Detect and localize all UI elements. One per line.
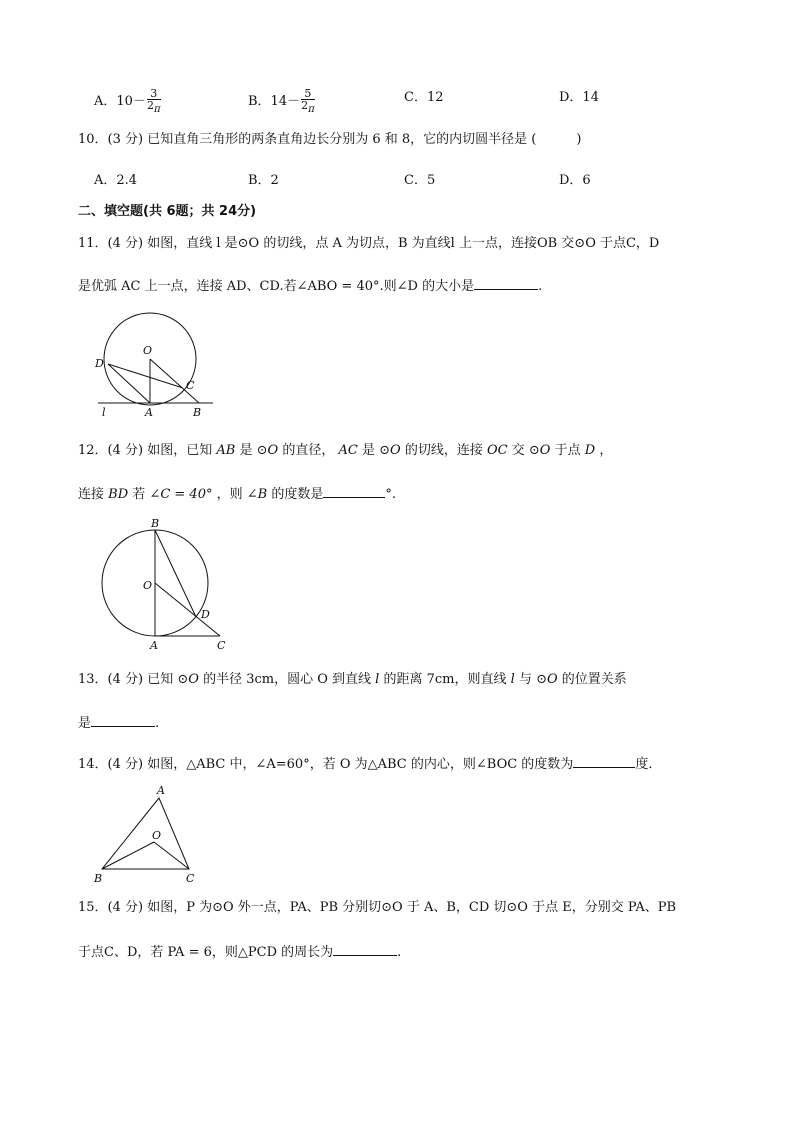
q12-figure (100, 517, 230, 652)
q10-close-paren: ) (576, 132, 582, 147)
fraction-numerator: 3 (147, 88, 161, 100)
q10-choice-c-text: C．5 (404, 173, 436, 188)
q12-label-c: C (217, 639, 226, 652)
section-heading: 二、填空题(共 6题；共 24分) (78, 204, 257, 219)
q10-text: 10．(3 分) 已知直角三角形的两条直角边长分别为 6 和 8，它的内切圆半径是 ( (78, 132, 537, 147)
q13-line2-end: . (155, 716, 160, 731)
answer-blank[interactable] (474, 277, 538, 290)
pi-symbol: π (308, 104, 315, 115)
q13-text: 的半径 3cm，圆心 O 到直线 (203, 672, 372, 687)
q12-oc: OC (486, 443, 508, 458)
circle-symbol: ⊙O (256, 443, 279, 458)
q11-figure (95, 318, 220, 420)
q9-choice-d (559, 90, 599, 106)
q12-label-d: D (201, 608, 210, 621)
q12-text: ，则 (216, 487, 243, 502)
q12-text: 12．(4 分) 如图，已知 (78, 443, 213, 458)
q11-line2-end: . (538, 279, 543, 294)
q14-figure (92, 784, 207, 884)
q11-line2-text: 是优弧 AC 上一点，连接 AD、CD.若∠ABO = 40°.则∠D 的大小是 (78, 279, 475, 294)
q12-text: 的度数是 (271, 487, 324, 502)
q13-line1 (78, 672, 627, 688)
pi-symbol: π (153, 104, 161, 115)
fraction-denominator-value: 2 (146, 99, 154, 112)
q12-text: 是 (361, 443, 375, 458)
line-l: l (510, 672, 515, 687)
q11-segment-dc (108, 364, 183, 388)
q12-label-o: O (143, 579, 153, 592)
q12-text: 连接 (78, 487, 105, 502)
q13-text: 的距离 7cm，则直线 (383, 672, 507, 687)
answer-blank[interactable] (333, 943, 397, 956)
q9-choice-a-text: A．10－ (94, 94, 146, 109)
q15-line2 (78, 943, 401, 961)
q12-angle-c: ∠C = 40° (149, 487, 213, 502)
q10-choice-a (94, 173, 137, 189)
circle-symbol: ⊙O (528, 443, 551, 458)
q13-text: 与 (518, 672, 532, 687)
q9-choice-d-text: D．14 (559, 90, 599, 105)
q10-choice-c (404, 173, 435, 189)
q12-text: 的直径， (282, 443, 335, 458)
q12-angle-b: ∠B (246, 487, 268, 502)
q9-choice-c-text: C．12 (404, 90, 444, 105)
answer-blank[interactable] (323, 485, 385, 498)
q14-line1 (78, 755, 661, 773)
q13-line2 (78, 714, 159, 732)
q9-choice-b (248, 88, 316, 115)
q12-line2 (78, 485, 396, 503)
q14-text: 14．(4 分) 如图，△ABC 中，∠A=60°，若 O 为△ABC 的内心，则∠BOC 的度数为 (78, 757, 574, 772)
q9-choice-a (94, 88, 162, 115)
q12-text: 交 (511, 443, 525, 458)
q14-label-a: A (157, 784, 165, 797)
circle-symbol: ⊙O (536, 672, 558, 687)
q11-label-o: O (143, 344, 153, 357)
q12-text: ， (599, 443, 613, 458)
q12-text: 是 (239, 443, 253, 458)
q14-label-c: C (186, 872, 195, 885)
q15-line2-end: . (397, 945, 402, 960)
q13-text: 是 (78, 716, 92, 731)
q12-label-a: A (150, 639, 158, 652)
q10-choice-a-text: A．2.4 (94, 173, 138, 188)
q12-ac: AC (338, 443, 358, 458)
answer-blank[interactable] (91, 714, 155, 727)
circle-symbol: ⊙O (177, 672, 199, 687)
q10-stem (78, 132, 581, 148)
q14-segment-bo (102, 842, 154, 869)
fraction-denominator-value: 2 (301, 99, 309, 112)
q14-line1-end: 度． (635, 757, 662, 772)
fraction (301, 88, 315, 115)
q12-line2-end: °. (385, 487, 397, 502)
line-l: l (375, 672, 380, 687)
q12-line1 (78, 443, 612, 459)
q14-label-b: B (94, 872, 103, 885)
q11-label-d: D (95, 357, 104, 370)
q12-segment-oc (155, 583, 220, 636)
fraction (147, 88, 161, 115)
q10-choice-d-text: D．6 (559, 173, 591, 188)
circle-symbol: ⊙O (379, 443, 401, 458)
q11-line2 (78, 277, 542, 295)
q10-choice-d (559, 173, 591, 189)
q9-choice-b-text: B．14－ (248, 94, 301, 109)
fraction-numerator: 5 (301, 88, 315, 100)
q10-choice-b (248, 173, 279, 189)
q12-text: 于点 (554, 443, 581, 458)
q11-label-b: B (193, 406, 202, 419)
q12-text: 的切线，连接 (404, 443, 483, 458)
q11-label-c: C (186, 379, 195, 392)
q10-choice-b-text: B．2 (248, 173, 279, 188)
q13-text: 的位置关系 (561, 672, 627, 687)
q9-choice-c (404, 90, 444, 106)
q11-line1: 11．(4 分) 如图，直线 l 是⊙O 的切线，点 A 为切点，B 为直线l 上一点，连接OB 交⊙O 于点C，D (78, 236, 660, 251)
q15-text: 于点C、D，若 PA = 6，则△PCD 的周长为 (78, 945, 334, 960)
q11-label-a: A (145, 406, 153, 419)
q12-label-b: B (151, 517, 160, 530)
q11-label-l: l (102, 406, 106, 419)
fraction-denominator (301, 100, 315, 115)
q12-d: D (584, 443, 596, 458)
fraction-denominator (147, 100, 161, 115)
q12-bd: BD (108, 487, 129, 502)
q11-segment-da (108, 364, 150, 403)
answer-blank[interactable] (573, 755, 635, 768)
q14-label-o: O (152, 829, 162, 842)
q13-text: 13．(4 分) 已知 (78, 672, 174, 687)
q12-ab: AB (216, 443, 236, 458)
q12-text: 若 (132, 487, 146, 502)
q15-line1: 15．(4 分) 如图，P 为⊙O 外一点，PA、PB 分别切⊙O 于 A、B，CD 切⊙O 于点 E，分别交 PA、PB (78, 900, 677, 915)
